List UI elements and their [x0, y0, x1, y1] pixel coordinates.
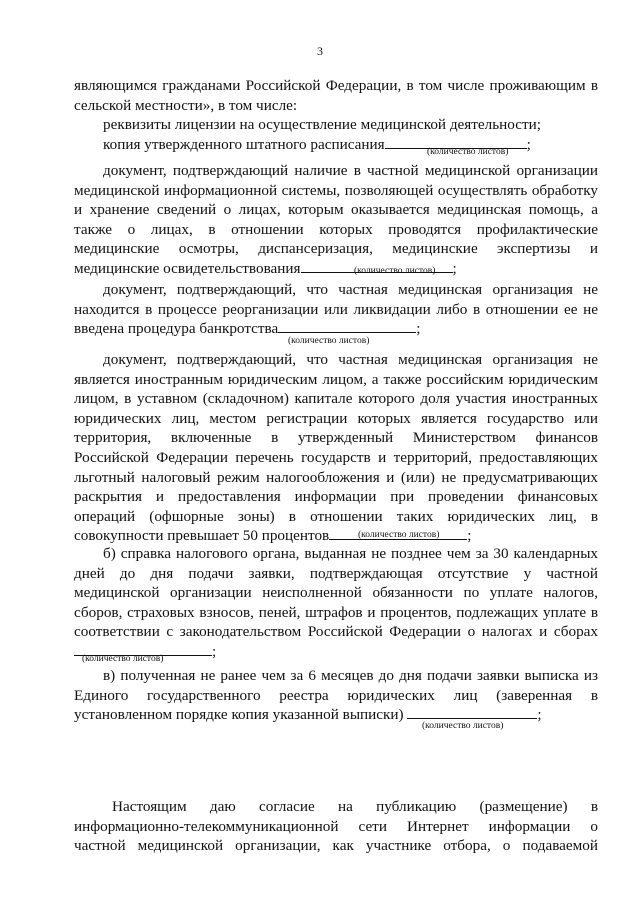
semicolon: ;: [526, 135, 531, 153]
text-line: [74, 526, 598, 546]
sheet-count-caption: (количество листов): [354, 266, 436, 276]
paragraph-reorganization: [74, 280, 598, 339]
text-line: медицинской информационной системы, позволяющей осуществлять обработку: [74, 181, 598, 199]
sheet-count-blank: [278, 319, 416, 333]
text-line: частной медицинской организации, как участнике отбора, о подаваемой: [74, 837, 598, 855]
text-line: в) полученная не ранее чем за 6 месяцев до дня подачи заявки выписка из: [103, 667, 598, 684]
text-line: [74, 705, 598, 725]
text-line: Настоящим даю согласие на публикацию (размещение) в: [112, 798, 598, 815]
text-line: медицинской организации неисполненной обязанности по уплате налогов,: [74, 584, 598, 602]
semicolon: ;: [212, 642, 217, 660]
text-line: также о лицах, в отношении которых проводятся профилактические: [74, 220, 598, 238]
text-span: копия утвержденного штатного расписания: [103, 135, 385, 153]
text-line: территория, включенные в утвержденный Министерством финансов: [74, 429, 598, 447]
text-span: медицинские освидетельствования: [74, 259, 301, 277]
text-line: являющимся гражданами Российской Федерации, в том числе проживающим в: [74, 77, 598, 94]
page-number: 3: [317, 44, 323, 58]
text-line: является иностранным юридическим лицом, а также российским юридическим: [74, 370, 598, 388]
text-line: юридических лиц, местом регистрации которых является государство или: [74, 409, 598, 427]
paragraph-tax-certificate: [74, 544, 598, 662]
sheet-count-caption: (количество листов): [288, 336, 370, 346]
text-span: введена процедура банкротства: [74, 320, 279, 338]
text-line: документ, подтверждающий, что частная медицинская организация не: [103, 281, 598, 298]
text-span: установленном порядке копия указанной выписки): [74, 706, 404, 724]
text-line: документ, подтверждающий наличие в частной медицинской организации: [103, 162, 598, 179]
paragraph-med-info-system: [74, 161, 598, 279]
semicolon: ;: [452, 259, 457, 277]
sheet-count-caption: (количество листов): [427, 147, 509, 157]
sheet-count-blank: [407, 705, 537, 719]
staff-schedule-line: [74, 135, 598, 155]
text-line: сельской местности», в том числе:: [74, 96, 298, 114]
text-line: реквизиты лицензии на осуществление медицинской деятельности;: [103, 116, 541, 134]
text-line: б) справка налогового органа, выданная не позднее чем за 30 календарных: [103, 545, 598, 562]
text-line: медицинские осмотры, диспансеризация, медицинские экспертизы и: [74, 240, 598, 258]
text-line: документ, подтверждающий, что частная медицинская организация не: [103, 351, 598, 368]
text-line: операций (офшорные зоны) в отношении таких юридических лиц, в: [74, 507, 598, 525]
text-line: Единого государственного реестра юридических лиц (заверенная в: [74, 686, 598, 704]
semicolon: ;: [416, 320, 421, 338]
text-line: раскрытия и предоставления информации при проведении финансовых: [74, 488, 598, 506]
text-line: [74, 259, 598, 279]
text-line: и хранение сведений о лицах, которым оказывается медицинская помощь, а: [74, 201, 598, 219]
text-line: находится в процессе реорганизации или ликвидации либо в отношении ее не: [74, 300, 598, 318]
text-line: дней до дня подачи заявки, подтверждающая отсутствие у частной: [74, 564, 598, 582]
sheet-count-caption: (количество листов): [358, 530, 440, 540]
text-line: соответствии с законодательством Российской Федерации о налогах и сборах: [74, 623, 598, 641]
text-line: льготный налоговый режим налогообложения и (или) не предусматривающих: [74, 468, 598, 486]
paragraph-egrul-extract: [74, 666, 598, 725]
sheet-count-caption: (количество листов): [422, 721, 504, 731]
paragraph-consent: [74, 797, 598, 856]
sheet-count-caption: (количество листов): [82, 654, 164, 664]
paragraph-foreign-entity: [74, 350, 598, 546]
text-line: лицом, в уставном (складочном) капитале которого доля участия иностранных: [74, 390, 598, 408]
text-span: совокупности превышает 50 процентов: [74, 527, 330, 545]
text-line: сборов, страховых взносов, пеней, штрафов и процентов, подлежащих уплате в: [74, 603, 598, 621]
semicolon: ;: [537, 706, 542, 724]
intro-block: [74, 76, 598, 154]
text-line: информационно-телекоммуникационной сети Интернет информации о: [74, 817, 598, 835]
text-line: Российской Федерации перечень государств и территорий, предоставляющих: [74, 448, 598, 466]
semicolon: ;: [467, 527, 472, 545]
